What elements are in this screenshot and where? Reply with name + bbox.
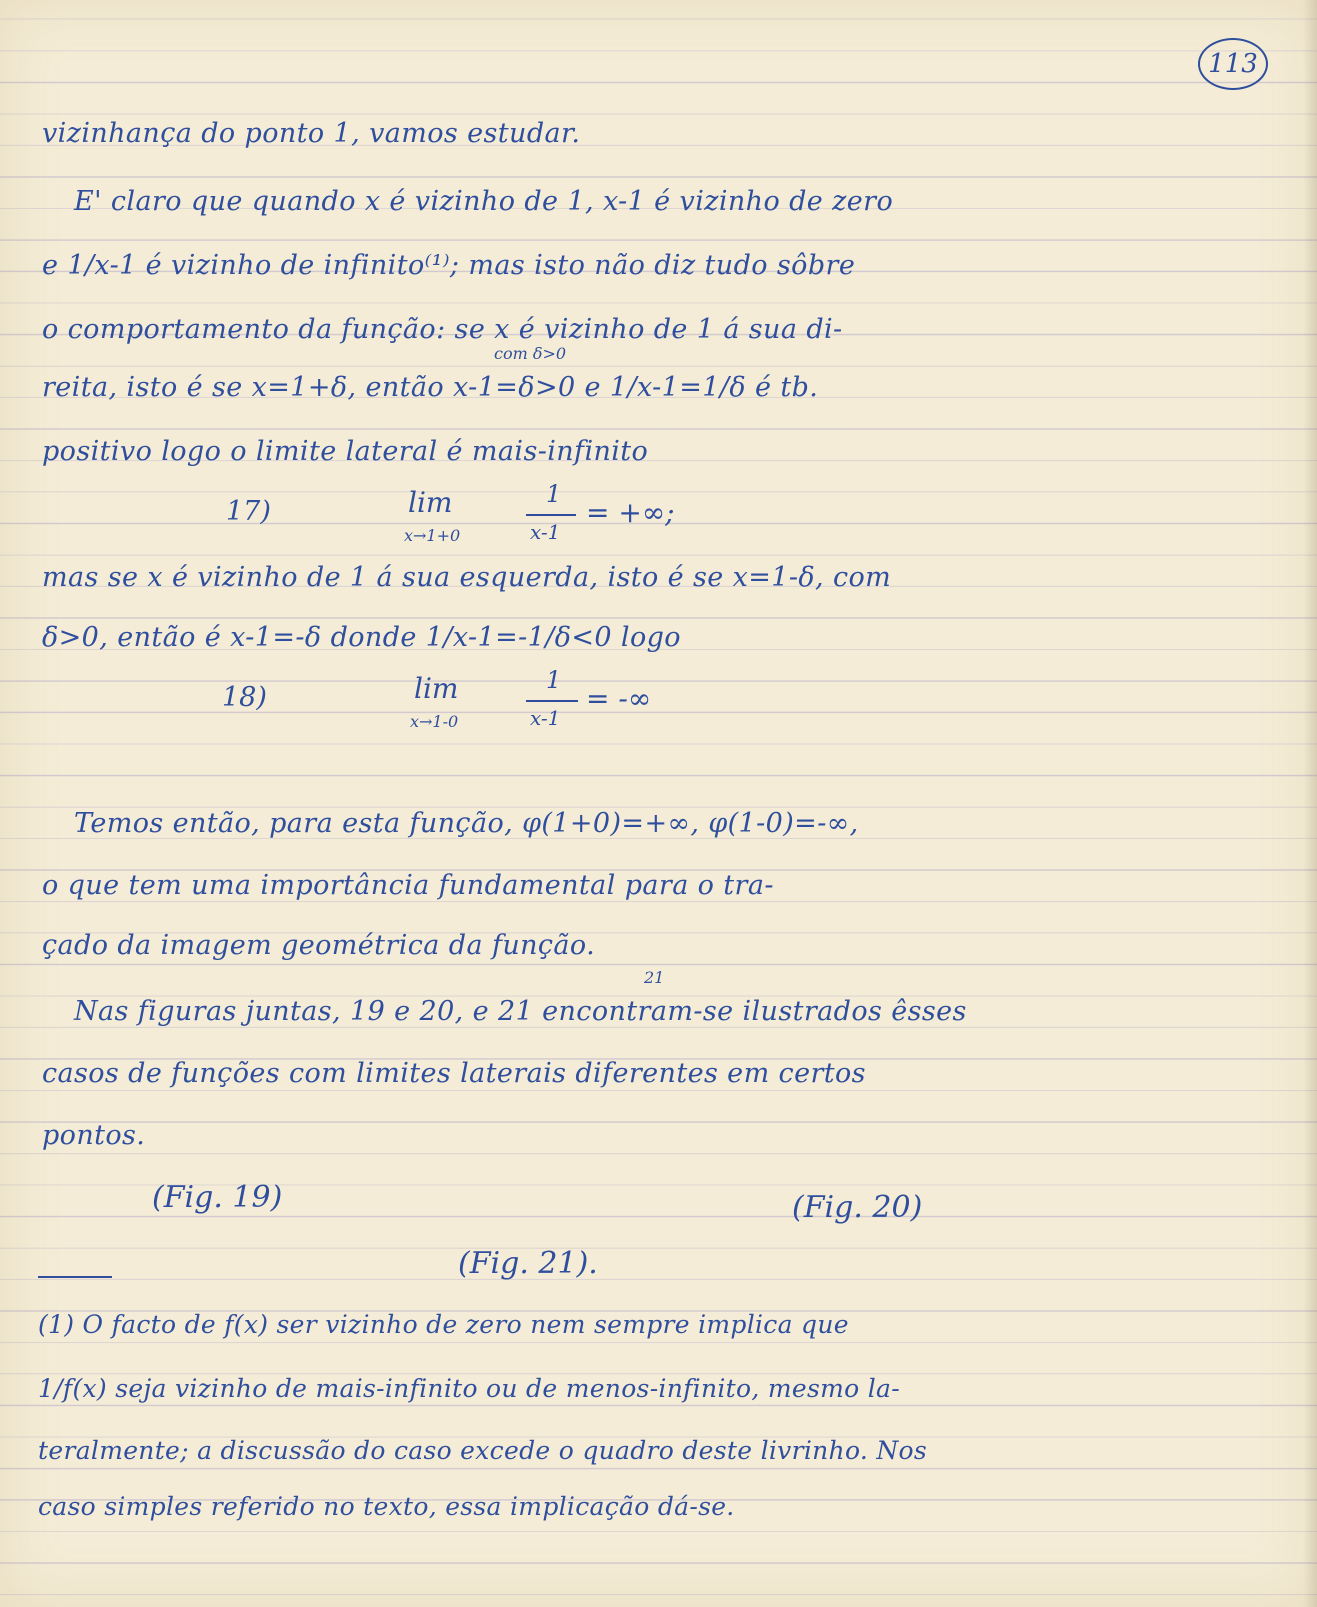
eq18-fraction-bar bbox=[526, 700, 578, 702]
annotation-21: 21 bbox=[644, 968, 665, 987]
text-line-6: positivo logo o limite lateral é mais-infinito bbox=[42, 436, 649, 467]
footnote-line-3: teralmente; a discussão do caso excede o quadro deste livrinho. Nos bbox=[38, 1436, 928, 1465]
footnote-line-1: (1) O facto de f(x) ser vizinho de zero nem sempre implica que bbox=[38, 1310, 849, 1339]
text-line-1: vizinhança do ponto 1, vamos estudar. bbox=[42, 118, 581, 149]
equation-number-18: 18) bbox=[222, 682, 267, 713]
eq17-denominator: x-1 bbox=[530, 520, 561, 544]
text-line-8: δ>0, então é x-1=-δ donde 1/x-1=-1/δ<0 logo bbox=[42, 622, 681, 653]
figure-21-caption: (Fig. 21). bbox=[458, 1246, 598, 1281]
eq17-lim: lim bbox=[408, 486, 453, 519]
text-line-3: e 1/x-1 é vizinho de infinito⁽¹⁾; mas isto não diz tudo sôbre bbox=[42, 250, 856, 281]
footnote-line-2: 1/f(x) seja vizinho de mais-infinito ou de menos-infinito, mesmo la- bbox=[38, 1374, 900, 1403]
text-line-13: casos de funções com limites laterais diferentes em certos bbox=[42, 1058, 866, 1089]
text-line-7: mas se x é vizinho de 1 á sua esquerda, isto é se x=1-δ, com bbox=[42, 562, 892, 593]
paper-edge-shadow bbox=[1303, 0, 1317, 1607]
eq17-numerator: 1 bbox=[546, 480, 562, 508]
text-line-9: Temos então, para esta função, φ(1+0)=+∞, φ(1-0)=-∞, bbox=[74, 808, 859, 839]
eq18-subscript: x→1-0 bbox=[410, 712, 459, 731]
footnote-separator bbox=[38, 1276, 112, 1278]
footnote-line-4: caso simples referido no texto, essa implicação dá-se. bbox=[38, 1492, 735, 1521]
text-line-11: çado da imagem geométrica da função. bbox=[42, 930, 596, 961]
eq17-right-side: = +∞; bbox=[586, 496, 675, 529]
text-line-10: o que tem uma importância fundamental para o tra- bbox=[42, 870, 774, 901]
text-line-14: pontos. bbox=[42, 1120, 146, 1151]
text-line-12: Nas figuras juntas, 19 e 20, e 21 encontram-se ilustrados êsses bbox=[74, 996, 967, 1027]
eq17-fraction-bar bbox=[526, 514, 576, 516]
page-number: 113 bbox=[1198, 38, 1268, 90]
eq18-lim: lim bbox=[414, 672, 459, 705]
equation-number-17: 17) bbox=[226, 496, 271, 527]
text-line-2: E' claro que quando x é vizinho de 1, x-1 é vizinho de zero bbox=[74, 186, 894, 217]
figure-20-caption: (Fig. 20) bbox=[792, 1190, 923, 1225]
eq18-denominator: x-1 bbox=[530, 706, 561, 730]
equation-18 bbox=[400, 666, 760, 742]
text-line-4: o comportamento da função: se x é vizinho de 1 á sua di- bbox=[42, 314, 843, 345]
eq18-numerator: 1 bbox=[546, 666, 562, 694]
eq18-right-side: = -∞ bbox=[586, 682, 652, 715]
annotation-com-delta: com δ>0 bbox=[494, 344, 567, 363]
eq17-subscript: x→1+0 bbox=[404, 526, 461, 545]
text-line-5: reita, isto é se x=1+δ, então x-1=δ>0 e 1/x-1=1/δ é tb. bbox=[42, 372, 819, 403]
figure-19-caption: (Fig. 19) bbox=[152, 1180, 283, 1215]
equation-17 bbox=[400, 480, 760, 556]
